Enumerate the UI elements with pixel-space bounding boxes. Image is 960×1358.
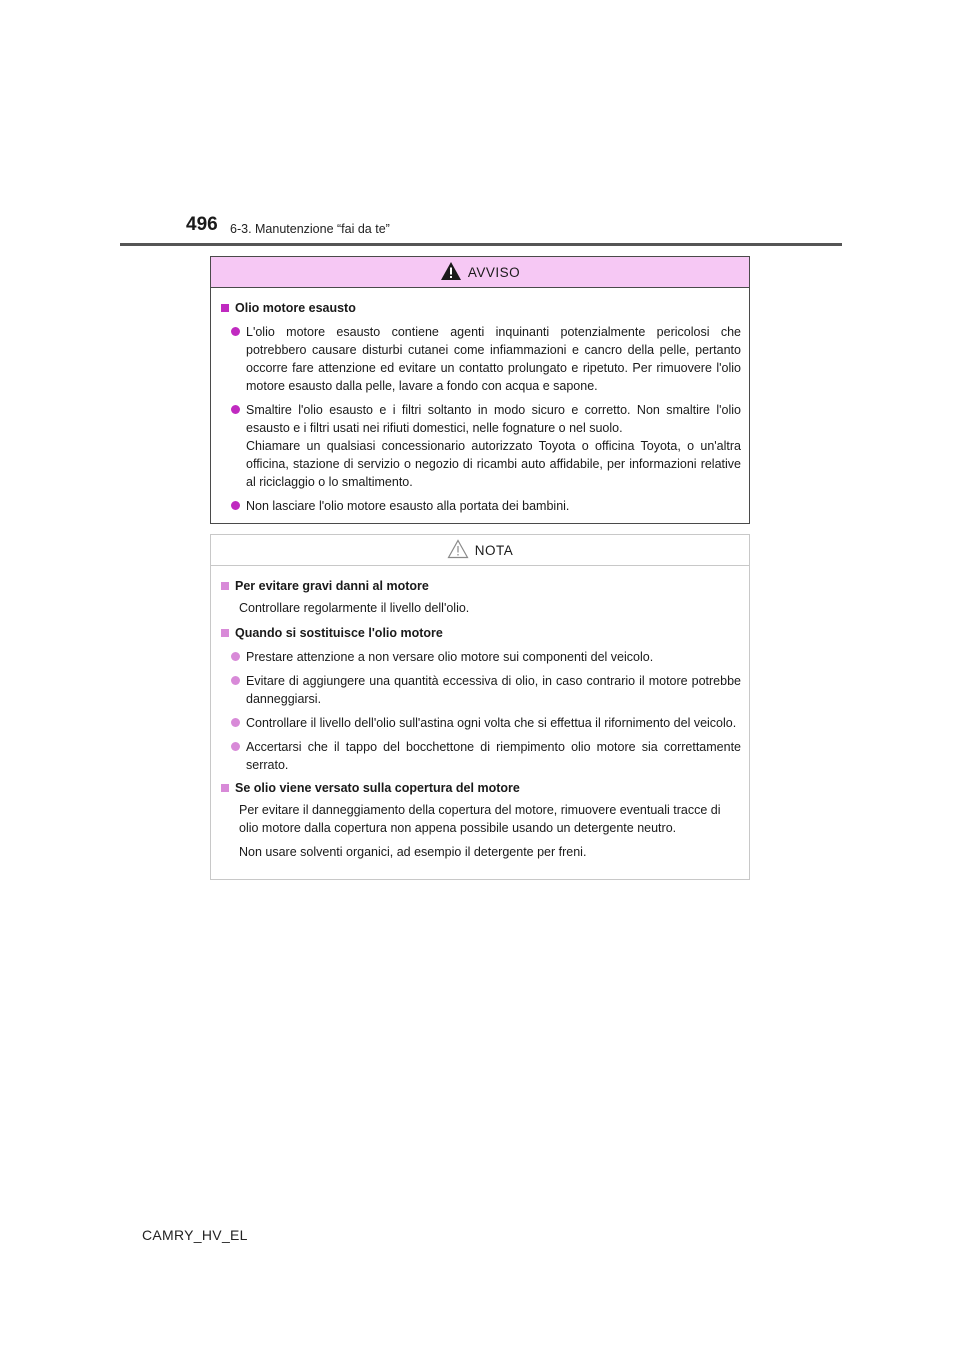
note-paragraph: Per evitare il danneggiamento della copertura del motore, rimuovere eventuali tracce di olio motore dalla copertura non appena possibile usando un detergente neutro. <box>239 803 721 835</box>
list-item: Evitare di aggiungere una quantità eccessiva di olio, in caso contrario il motore potrebbe danneggiarsi. <box>231 672 741 708</box>
note-header <box>211 535 749 566</box>
note-box <box>210 534 750 880</box>
round-bullet-icon <box>231 501 240 510</box>
section-title: 6-3. Manutenzione “fai da te” <box>230 222 390 236</box>
square-bullet-icon <box>221 629 229 637</box>
round-bullet-icon <box>231 327 240 336</box>
bullet-text-continuation: Chiamare un qualsiasi concessionario autorizzato Toyota o officina Toyota, o un'altra officina, stazione di servizio o negozio di ricambi auto affidabile, per informazioni relative al riciclaggio o lo smaltimento. <box>246 439 741 489</box>
note-heading-oil-spill: Se olio viene versato sulla copertura del motore <box>219 780 741 797</box>
note-text: Controllare regolarmente il livello dell'olio. <box>239 601 470 615</box>
list-item <box>231 401 741 491</box>
list-item: Accertarsi che il tappo del bocchettone di riempimento olio motore sia correttamente serrato. <box>231 738 741 774</box>
round-bullet-icon <box>231 742 240 751</box>
round-bullet-icon <box>231 405 240 414</box>
footer-code: CAMRY_HV_EL <box>142 1227 248 1243</box>
square-bullet-icon <box>221 582 229 590</box>
warning-box <box>210 256 750 524</box>
list-item: Controllare il livello dell'olio sull'astina ogni volta che si effettua il rifornimento del veicolo. <box>231 714 741 732</box>
warning-triangle-icon <box>440 261 462 281</box>
list-item: L'olio motore esausto contiene agenti inquinanti potenzialmente pericolosi che potrebbero causare disturbi cutanei come infiammazioni e cancro della pelle, pertanto occorre fare attenzione ed evitare un contatto prolungato e ripetuto. Per rimuovere l'olio motore esausto dalla pelle, lavare a fondo con acqua e sapone. <box>231 323 741 395</box>
square-bullet-icon <box>221 784 229 792</box>
round-bullet-icon <box>231 718 240 727</box>
round-bullet-icon <box>231 676 240 685</box>
square-bullet-icon <box>221 304 229 312</box>
caution-triangle-outline-icon <box>447 539 469 559</box>
list-item: Non lasciare l'olio motore esausto alla portata dei bambini. <box>231 497 741 515</box>
page-number: 496 <box>186 214 218 235</box>
round-bullet-icon <box>231 652 240 661</box>
note-paragraph: Non usare solventi organici, ad esempio il detergente per freni. <box>239 845 587 859</box>
header-rule <box>120 243 842 246</box>
warning-header <box>211 257 749 288</box>
note-heading-oil-change: Quando si sostituisce l'olio motore <box>219 625 741 642</box>
warning-title: AVVISO <box>467 264 521 280</box>
note-heading-engine-damage: Per evitare gravi danni al motore <box>219 578 741 595</box>
bullet-text-part: Smaltire l'olio esausto e i filtri soltanto in modo sicuro e corretto. Non smaltire l'olio esausto e i filtri usati nei rifiuti domestici, nelle fognature o nel suolo. <box>246 403 741 435</box>
warning-heading-used-oil: Olio motore esausto <box>219 300 741 317</box>
note-title: NOTA <box>474 542 514 558</box>
list-item: Prestare attenzione a non versare olio motore sui componenti del veicolo. <box>231 648 741 666</box>
